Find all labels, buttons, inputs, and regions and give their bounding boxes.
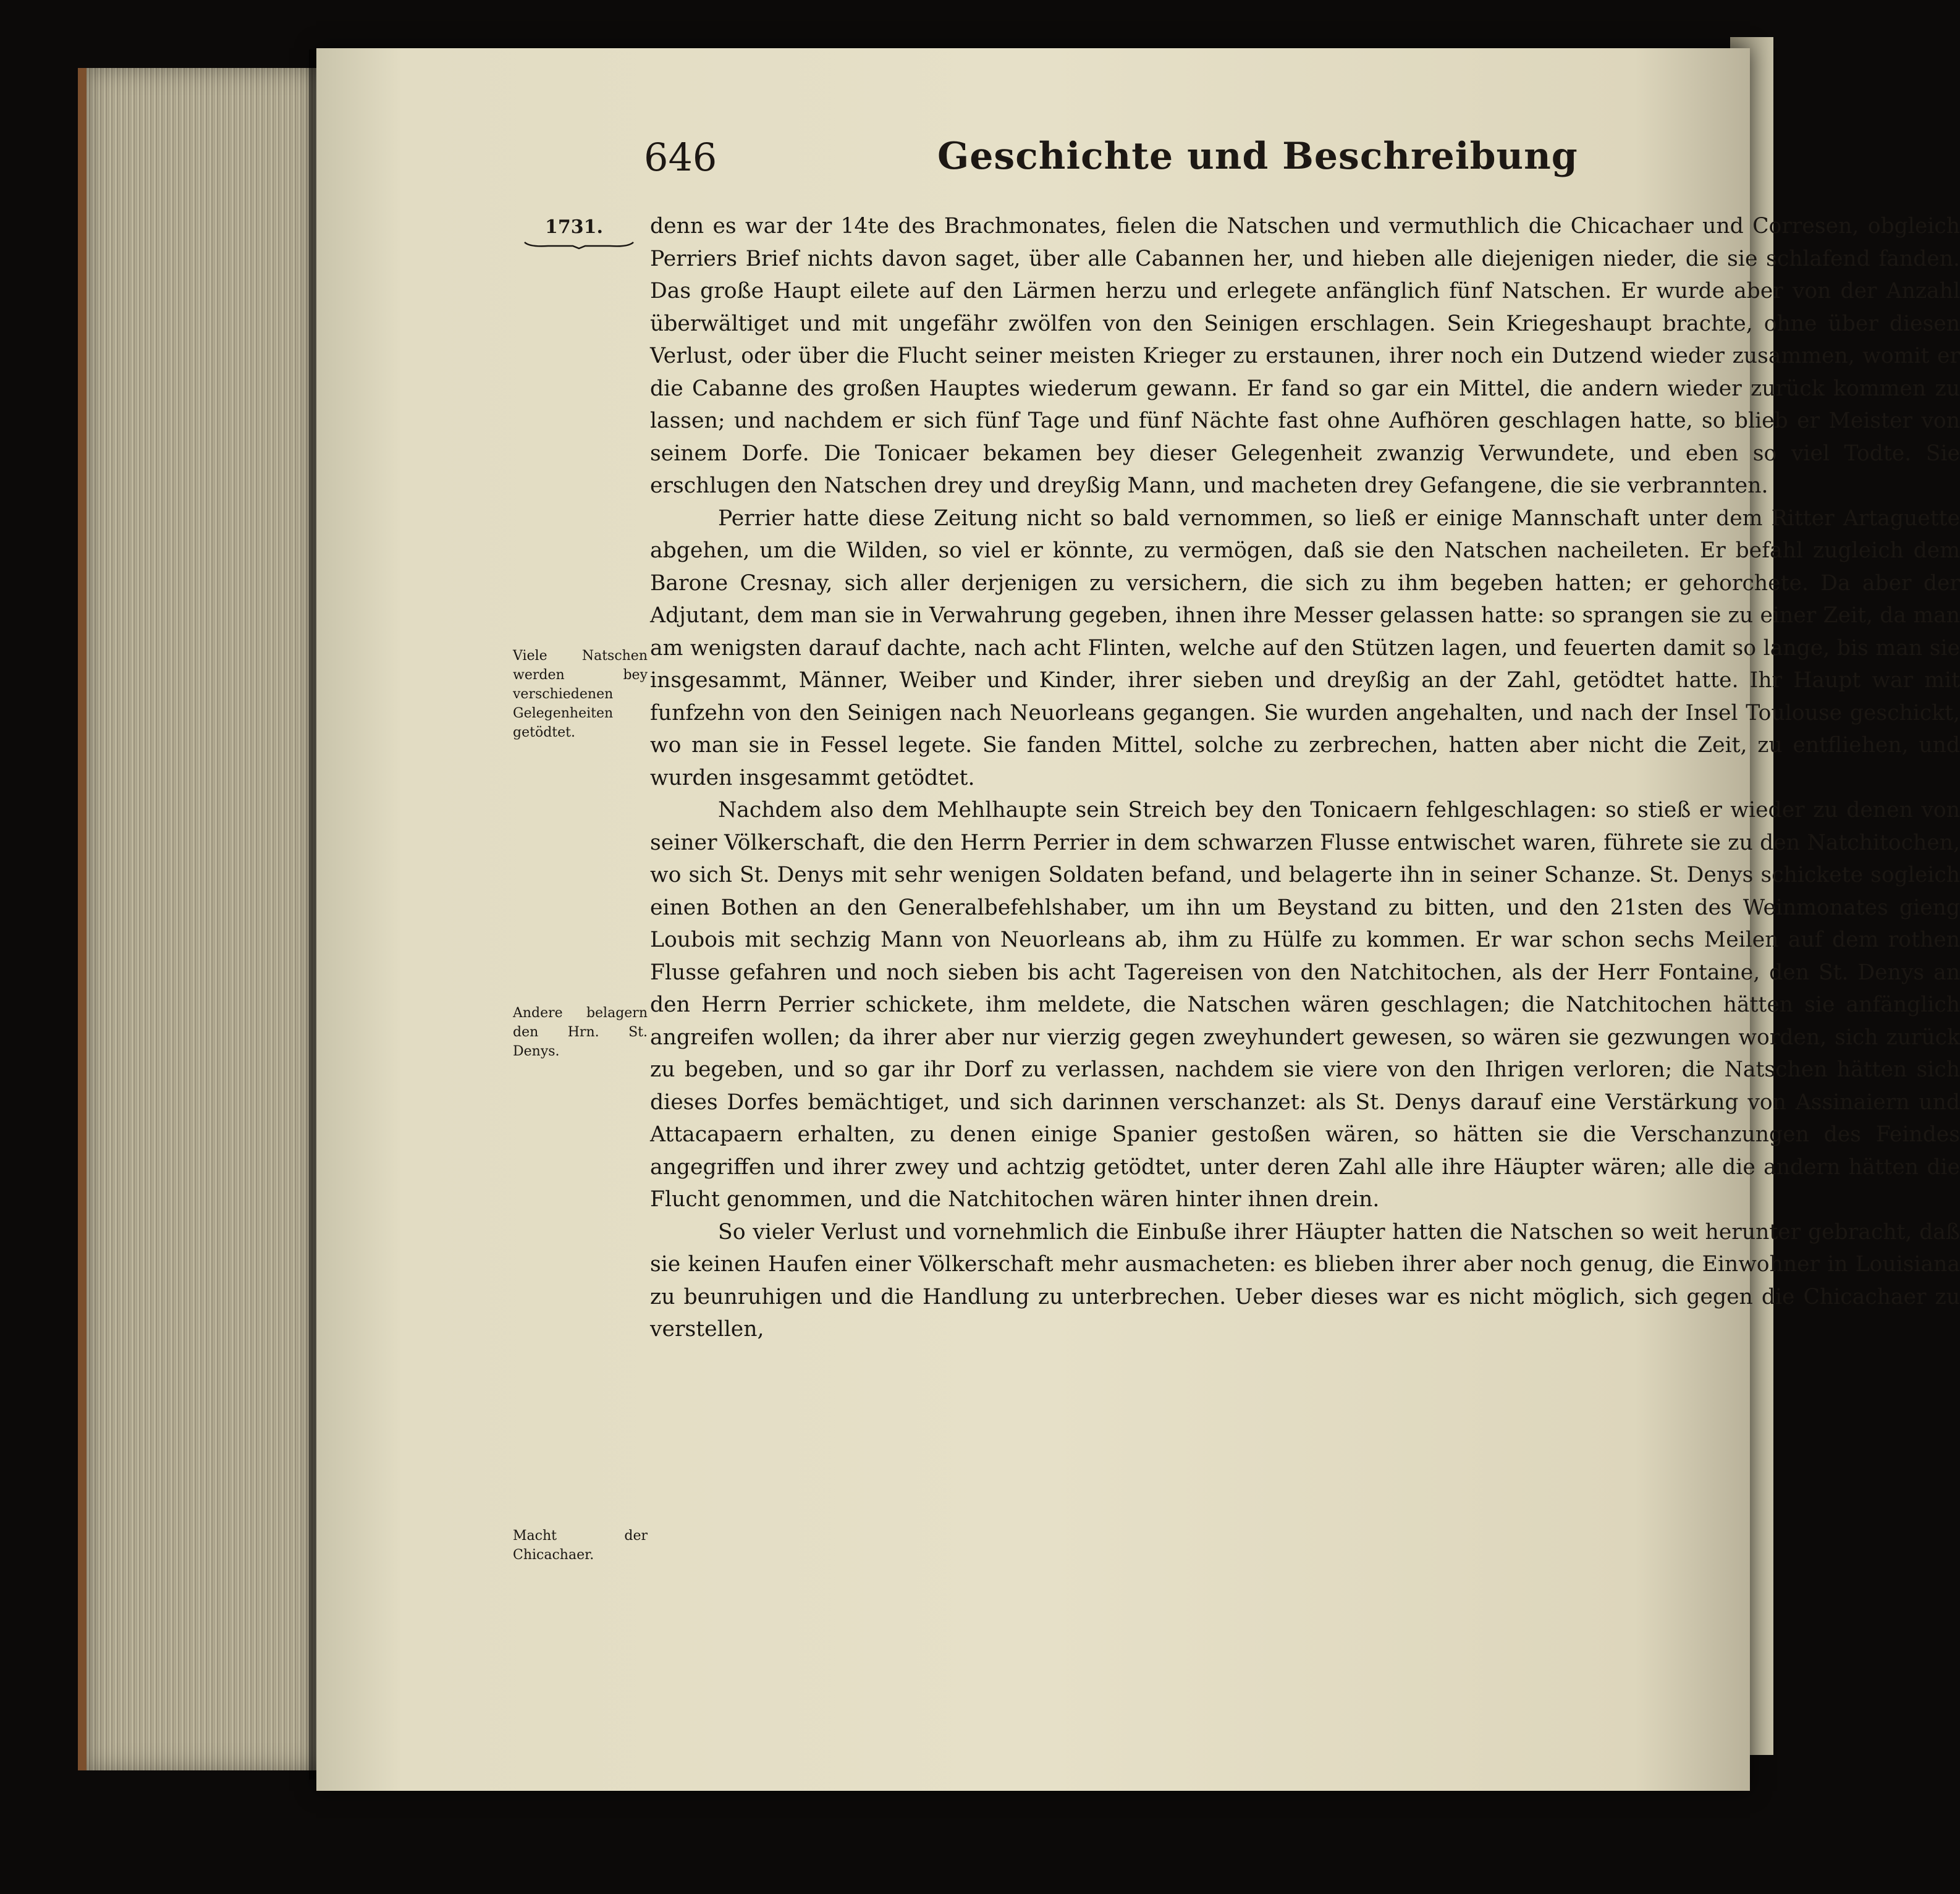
book-page (316, 48, 1960, 1791)
page-number: 646 (644, 135, 717, 180)
body-text (650, 210, 1960, 1346)
paragraph-3: Nachdem also dem Mehlhaupte sein Streich bey den Tonicaern fehlgeschlagen: so stieß er wieder zu denen von seiner Völkerschaft, die den Herrn Perrier in dem schwarzen Flusse entwischet waren, führete sie zu den Natchitochen, wo sich St. Denys mit sehr wenigen Soldaten befand, und belagerte ihn in seiner Schanze. St. Denys schickete sogleich einen Bothen an den Generalbefehlshaber, um ihn um Beystand zu bitten, und den 21sten des Weinmonates gieng Loubois mit sechzig Mann von Neuorleans ab, ihm zu Hülfe zu kommen. Er war schon sechs Meilen auf dem rothen Flusse gefahren und noch sieben bis acht Tagereisen von den Natchitochen, als der Herr Fontaine, den St. Denys an den Herrn Perrier schickete, ihm meldete, die Natschen wären geschlagen; die Natchitochen hätten sie anfänglich angreifen wollen; da ihrer aber nur vierzig gegen zweyhundert gewesen, so wären sie gezwungen worden, sich zurück zu begeben, und so gar ihr Dorf zu verlassen, nachdem sie viere von den Ihrigen verloren; die Natschen hätten sich dieses Dorfes bemächtiget, und sich darinnen verschanzet: als St. Denys darauf eine Verstärkung von Assinaiern und Attacapaern erhalten, zu denen einige Spanier gestoßen wären, so hätten sie die Verschanzungen des Feindes angegriffen und ihrer zwey und achtzig getödtet, unter deren Zahl alle ihre Häupter wären; alle die andern hätten die Flucht genommen, und die Natchitochen wären hinter ihnen drein. (650, 798, 1960, 1212)
margin-note-2: Andere belagern den Hrn. St. Denys. (513, 1005, 648, 1059)
page-block-edge (78, 68, 329, 1770)
running-head: Geschichte und Beschreibung (937, 135, 1578, 178)
year-marker: 1731. (545, 216, 603, 238)
page-header (316, 135, 1750, 197)
paragraph-4: So vieler Verlust und vornehmlich die Einbuße ihrer Häupter hatten die Natschen so weit herunter gebracht, daß sie keinen Haufen einer Völkerschaft mehr ausmacheten: es blieben ihrer aber noch genug, die Einwohner in Louisiana zu beunruhigen und die Handlung zu unterbrechen. Ueber dieses war es nicht möglich, sich gegen die Chicachaer zu verstellen, (650, 1219, 1960, 1342)
margin-note-1: Viele Natschen werden bey verschiedenen Gelegenheiten getödtet. (513, 648, 648, 740)
paragraph-1: denn es war der 14te des Brachmonates, fielen die Natschen und vermuthlich die Chicachaer und Corresen, obgleich Perriers Brief nichts davon saget, über alle Cabannen her, und hieben alle diejenigen nieder, die sie schlafend fanden. Das große Haupt eilete auf den Lärmen herzu und erlegete anfänglich fünf Natschen. Er wurde aber von der Anzahl überwältiget und mit ungefähr zwölfen von den Seinigen erschlagen. Sein Kriegeshaupt brachte, ohne über diesen Verlust, oder über die Flucht seiner meisten Krieger zu erstaunen, ihrer noch ein Dutzend wieder zusammen, womit er die Cabanne des großen Hauptes wiederum gewann. Er fand so gar ein Mittel, die andern wieder zurück kommen zu lassen; und nachdem er sich fünf Tage und fünf Nächte fast ohne Aufhören geschlagen hatte, so blieb er Meister von seinem Dorfe. Die Tonicaer bekamen bey dieser Gelegenheit zwanzig Verwundete, und eben so viel Todte. Sie erschlugen den Natschen drey und dreyßig Mann, und macheten drey Gefangene, die sie verbrannten. (650, 214, 1960, 498)
margin-note-3: Macht der Chicachaer. (513, 1528, 648, 1563)
paragraph-2: Perrier hatte diese Zeitung nicht so bald vernommen, so ließ er einige Mannschaft unter dem Ritter Artaguette abgehen, um die Wilden, so viel er könnte, zu vermögen, daß sie den Natschen nacheileten. Er befahl zugleich dem Barone Cresnay, sich aller derjenigen zu versichern, die sich zu ihm begeben hatten; er gehorchete. Da aber der Adjutant, dem man sie in Verwahrung gegeben, ihnen ihre Messer gelassen hatte: so sprangen sie zu einer Zeit, da man am wenigsten darauf dachte, nach acht Flinten, welche auf den Stützen lagen, und feuerten damit so lange, bis man sie insgesammt, Männer, Weiber und Kinder, ihrer sieben und dreyßig an der Zahl, getödtet hatte. Ihr Haupt war mit funfzehn von den Seinigen nach Neuorleans gegangen. Sie wurden angehalten, und nach der Insel Toulouse geschickt, wo man sie in Fessel legete. Sie fanden Mittel, solche zu zerbrechen, hatten aber nicht die Zeit, zu entfliehen, und wurden insgesammt getödtet. (650, 505, 1960, 790)
year-bracket-ornament (523, 240, 635, 248)
